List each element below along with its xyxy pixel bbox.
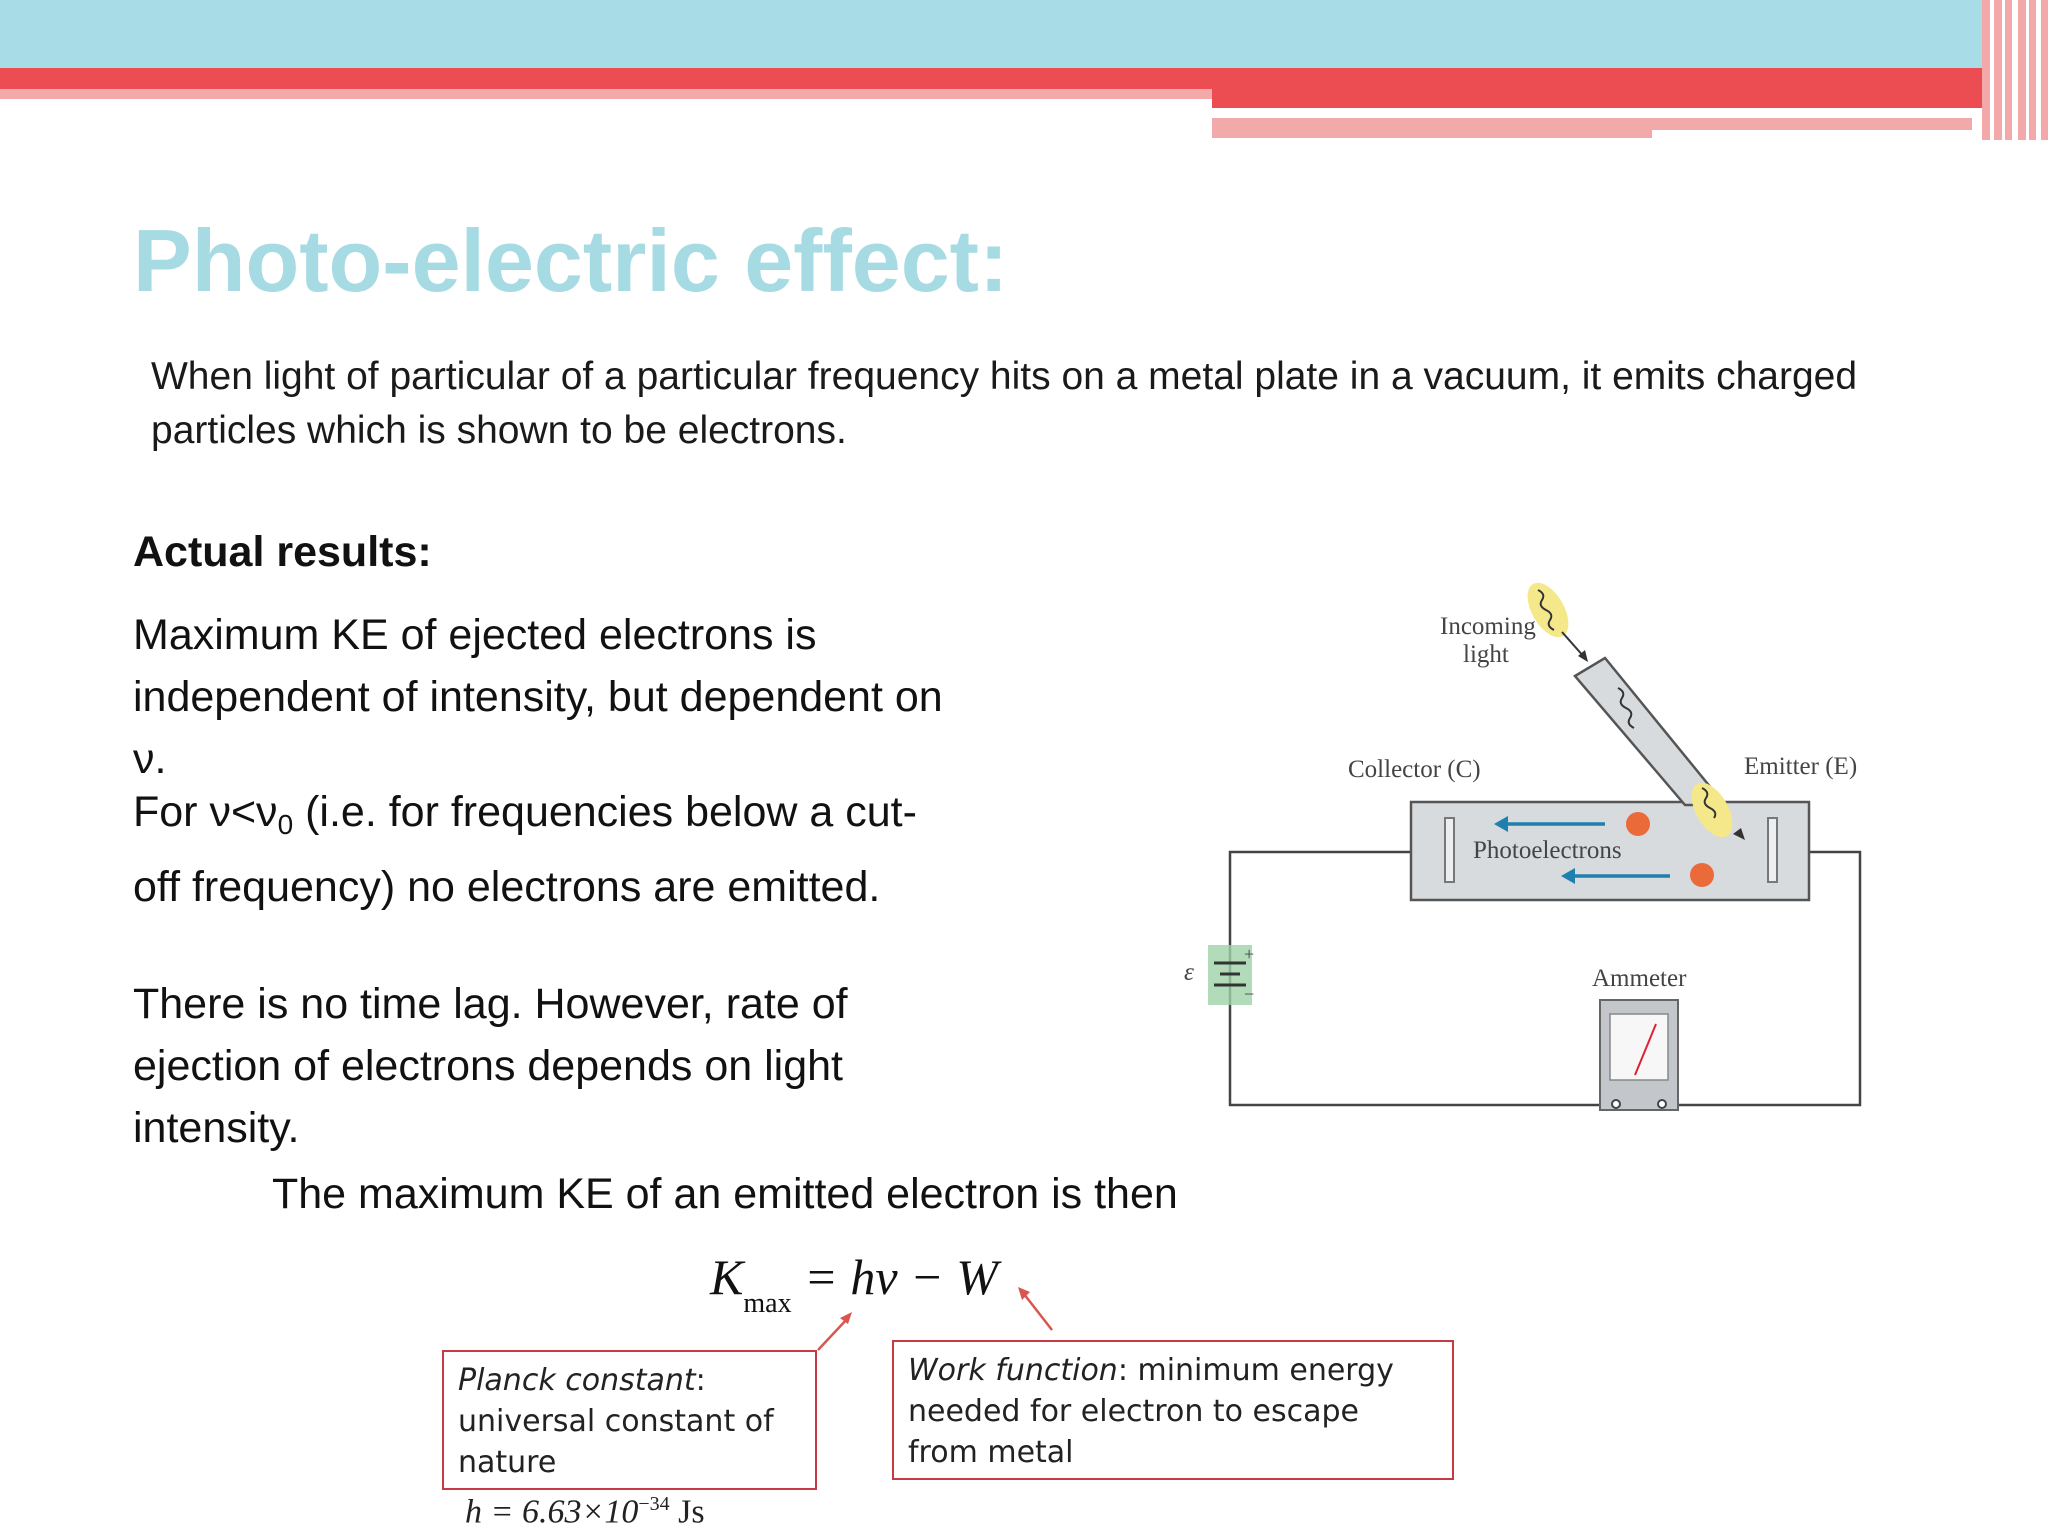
intro-paragraph: When light of particular of a particular frequency hits on a metal plate in a vacuum, it emits charged particles which is shown to be electrons. — [151, 355, 1858, 452]
emitter-label: Emitter (E) — [1744, 753, 1858, 780]
planck-value — [465, 1493, 705, 1531]
planck-value-unit: Js — [669, 1493, 705, 1531]
result-paragraph-2 — [133, 781, 953, 918]
header-white-line — [1212, 110, 1897, 116]
header-band-red — [0, 68, 2048, 89]
header-band-pink-left — [0, 89, 1212, 99]
para2-prefix: For ν<ν — [133, 788, 278, 836]
header-band-red-right — [1212, 89, 2048, 108]
planck-value-exponent: −34 — [638, 1493, 670, 1515]
collector-label: Collector (C) — [1348, 756, 1481, 783]
header-band-pink-right-short — [1652, 118, 1972, 130]
ammeter-face — [1610, 1014, 1668, 1080]
photoelectrons-label: Photoelectrons — [1473, 837, 1622, 864]
work-function-arrowhead — [1018, 1287, 1030, 1300]
work-function-description: minimum energy needed for electron to escape from metal — [908, 1353, 1394, 1470]
incoming-light-label-1: Incoming — [1440, 613, 1536, 640]
planck-description: universal constant of nature — [458, 1404, 774, 1480]
formula-rhs: = hν − W — [791, 1249, 998, 1305]
collector-plate — [1445, 818, 1454, 882]
incoming-light-label-2: light — [1463, 641, 1509, 668]
planck-constant-box: Planck constant: universal constant of nature — [442, 1350, 817, 1490]
emf-label: ε — [1184, 959, 1194, 986]
para2-subscript: 0 — [277, 809, 294, 840]
emitter-plate — [1768, 818, 1777, 882]
actual-results-heading: Actual results: — [133, 528, 432, 576]
electron-2 — [1690, 863, 1714, 887]
work-function-arrow — [1024, 1294, 1052, 1330]
einstein-equation — [710, 1248, 998, 1320]
planck-value-base: h = 6.63×10 — [465, 1493, 639, 1531]
result-paragraph-3: There is no time lag. However, rate of ejection of electrons depends on light intensity. — [133, 980, 848, 1152]
formula-lhs-subscript: max — [743, 1288, 792, 1319]
work-function-label: Work function — [908, 1353, 1118, 1388]
header-band-blue — [0, 0, 2048, 68]
max-ke-sentence: The maximum KE of an emitted electron is then — [272, 1170, 1178, 1218]
planck-arrow — [818, 1318, 848, 1350]
formula-lhs: K — [710, 1249, 744, 1305]
planck-label: Planck constant — [458, 1363, 696, 1398]
work-function-box: Work function: minimum energy needed for electron to escape from metal — [892, 1340, 1454, 1480]
header-stripes — [1982, 0, 2048, 140]
battery-minus: − — [1244, 984, 1255, 1004]
battery-plus: + — [1244, 944, 1255, 964]
ammeter-terminal-left — [1612, 1100, 1620, 1108]
ammeter-terminal-right — [1658, 1100, 1666, 1108]
para2-suffix: (i.e. for frequencies below a cut-off frequency) no electrons are emitted. — [133, 788, 917, 911]
slide-title: Photo-electric effect: — [133, 211, 1009, 310]
ammeter-label: Ammeter — [1592, 965, 1687, 992]
result-paragraph-1: Maximum KE of ejected electrons is independent of intensity, but dependent on ν. — [133, 611, 943, 783]
photoelectric-apparatus-diagram — [1170, 570, 1870, 1130]
header-band-pink-right — [1212, 118, 1652, 138]
electron-1 — [1626, 812, 1650, 836]
